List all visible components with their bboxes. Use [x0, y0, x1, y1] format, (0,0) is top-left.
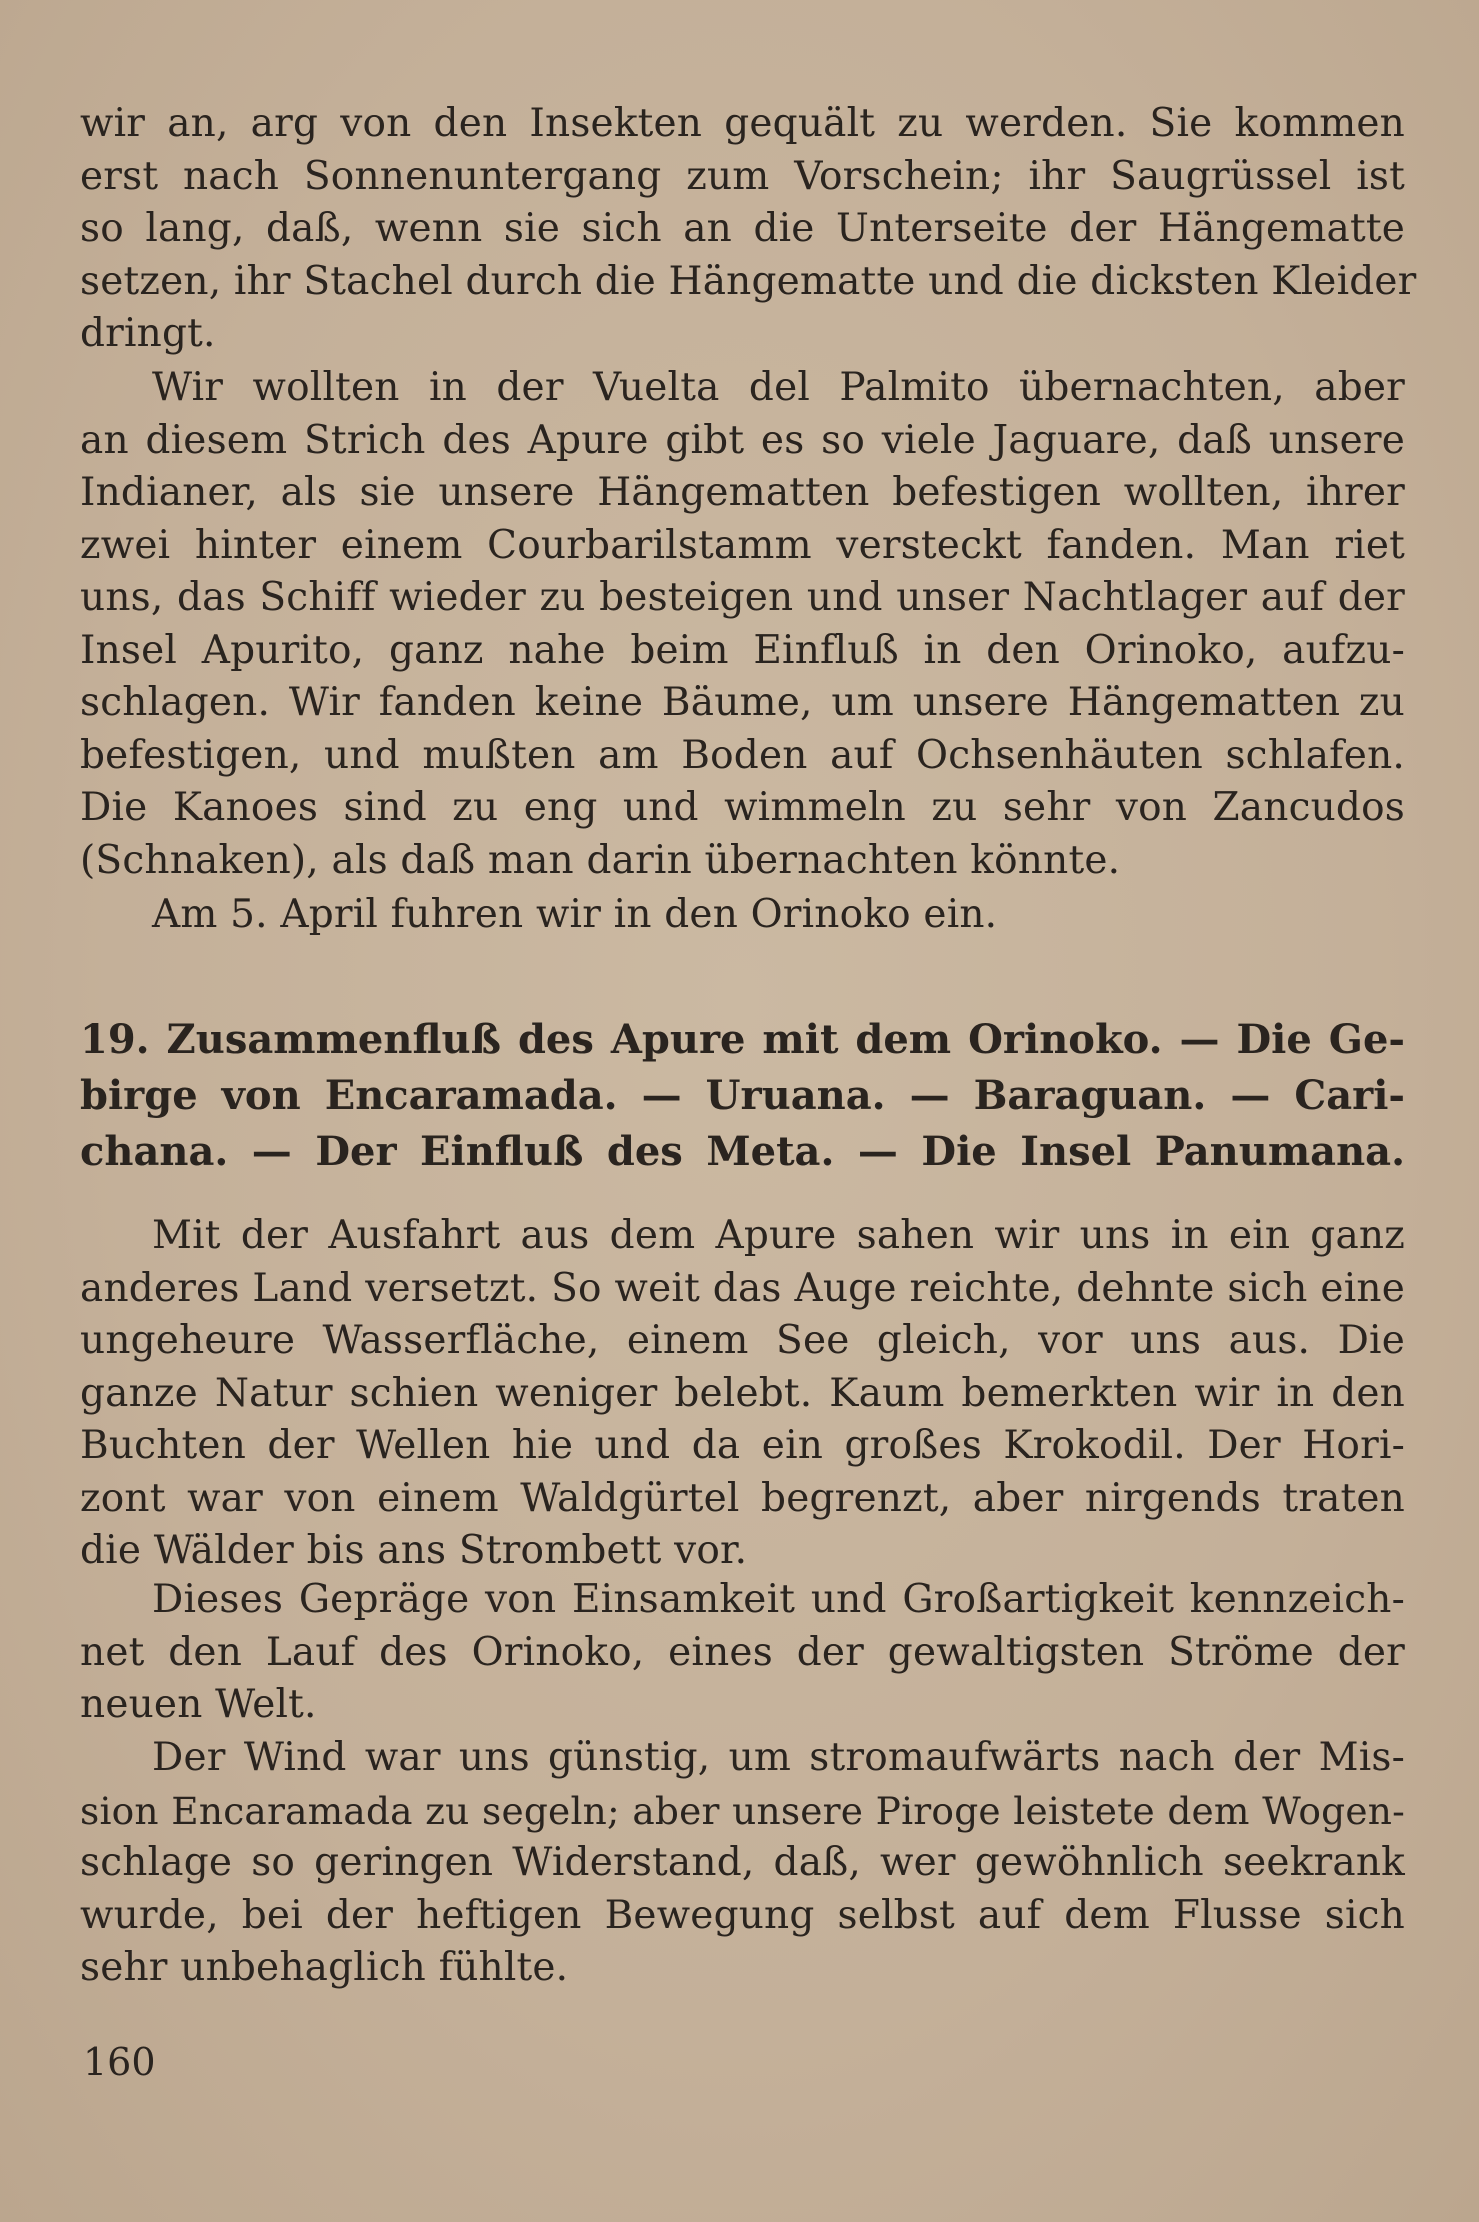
heading-line: chana. — Der Einfluß des Meta. — Die Insel Panumana.	[80, 1128, 1405, 1175]
paragraph	[80, 98, 1417, 361]
text-line: Der Wind war uns günstig, um stromaufwärts nach der Mis-	[152, 1735, 1405, 1780]
paragraph	[80, 362, 1405, 887]
text-line: Dieses Gepräge von Einsamkeit und Großartigkeit kennzeich-	[152, 1577, 1405, 1622]
paragraph	[80, 889, 1405, 942]
text-line: Indianer, als sie unsere Hängematten befestigen wollten, ihrer	[80, 470, 1405, 515]
text-line: sehr unbehaglich fühlte.	[80, 1945, 569, 1990]
text-line: uns, das Schiff wieder zu besteigen und unser Nachtlager auf der	[80, 575, 1405, 620]
text-line: so lang, daß, wenn sie sich an die Unterseite der Hängematte	[80, 206, 1405, 251]
text-line: wir an, arg von den Insekten gequält zu werden. Sie kommen	[80, 101, 1405, 146]
text-line: Die Kanoes sind zu eng und wimmeln zu sehr von Zancudos	[80, 785, 1405, 830]
text-line: anderes Land versetzt. So weit das Auge reichte, dehnte sich eine	[80, 1265, 1405, 1311]
text-line: Buchten der Wellen hie und da ein großes Krokodil. Der Hori-	[80, 1423, 1405, 1468]
heading-line: 19. Zusammenfluß des Apure mit dem Orinoko. — Die Ge-	[80, 1016, 1405, 1063]
paragraph	[80, 1574, 1405, 1732]
text-line: Wir wollten in der Vuelta del Palmito übernachten, aber	[152, 365, 1405, 410]
text-line: Mit der Ausfahrt aus dem Apure sahen wir uns in ein ganz	[152, 1213, 1405, 1258]
text-line: ganze Natur schien weniger belebt. Kaum bemerkten wir in den	[80, 1370, 1405, 1416]
text-line: net den Lauf des Orinoko, eines der gewaltigsten Ströme der	[80, 1629, 1405, 1675]
text-line: wurde, bei der heftigen Bewegung selbst auf dem Flusse sich	[80, 1892, 1405, 1938]
text-line: schlagen. Wir fanden keine Bäume, um unsere Hängematten zu	[80, 680, 1405, 725]
text-line: dringt.	[80, 311, 216, 356]
text-line: erst nach Sonnenuntergang zum Vorschein; ihr Saugrüssel ist	[80, 153, 1405, 199]
paragraph	[80, 1210, 1405, 1578]
text-line: zwei hinter einem Courbarilstamm versteckt fanden. Man riet	[80, 522, 1405, 568]
page-number: 160	[83, 2040, 156, 2084]
text-line: an diesem Strich des Apure gibt es so viele Jaguare, daß unsere	[80, 417, 1405, 463]
text-line: setzen, ihr Stachel durch die Hängematte und die dicksten Kleider	[80, 258, 1417, 304]
text-line: Am 5. April fuhren wir in den Orinoko ein.	[152, 892, 998, 937]
text-line: zont war von einem Waldgürtel begrenzt, aber nirgends traten	[80, 1475, 1405, 1521]
heading-line: birge von Encaramada. — Uruana. — Baraguan. — Cari-	[80, 1072, 1405, 1119]
paragraph	[80, 1732, 1405, 1995]
text-line: Insel Apurito, ganz nahe beim Einfluß in den Orinoko, aufzu-	[80, 627, 1405, 673]
text-line: ungeheure Wasserfläche, einem See gleich, vor uns aus. Die	[80, 1318, 1405, 1363]
text-line: befestigen, und mußten am Boden auf Ochsenhäuten schlafen.	[80, 732, 1405, 778]
text-line: (Schnaken), als daß man darin übernachten könnte.	[80, 837, 1121, 883]
text-line: neuen Welt.	[80, 1682, 317, 1727]
text-line: sion Encaramada zu segeln; aber unsere Piroge leistete dem Wogen-	[80, 1788, 1405, 1833]
text-line: schlage so geringen Widerstand, daß, wer gewöhnlich seekrank	[80, 1840, 1405, 1885]
text-line: die Wälder bis ans Strombett vor.	[80, 1528, 748, 1573]
chapter-heading	[80, 1012, 1405, 1180]
